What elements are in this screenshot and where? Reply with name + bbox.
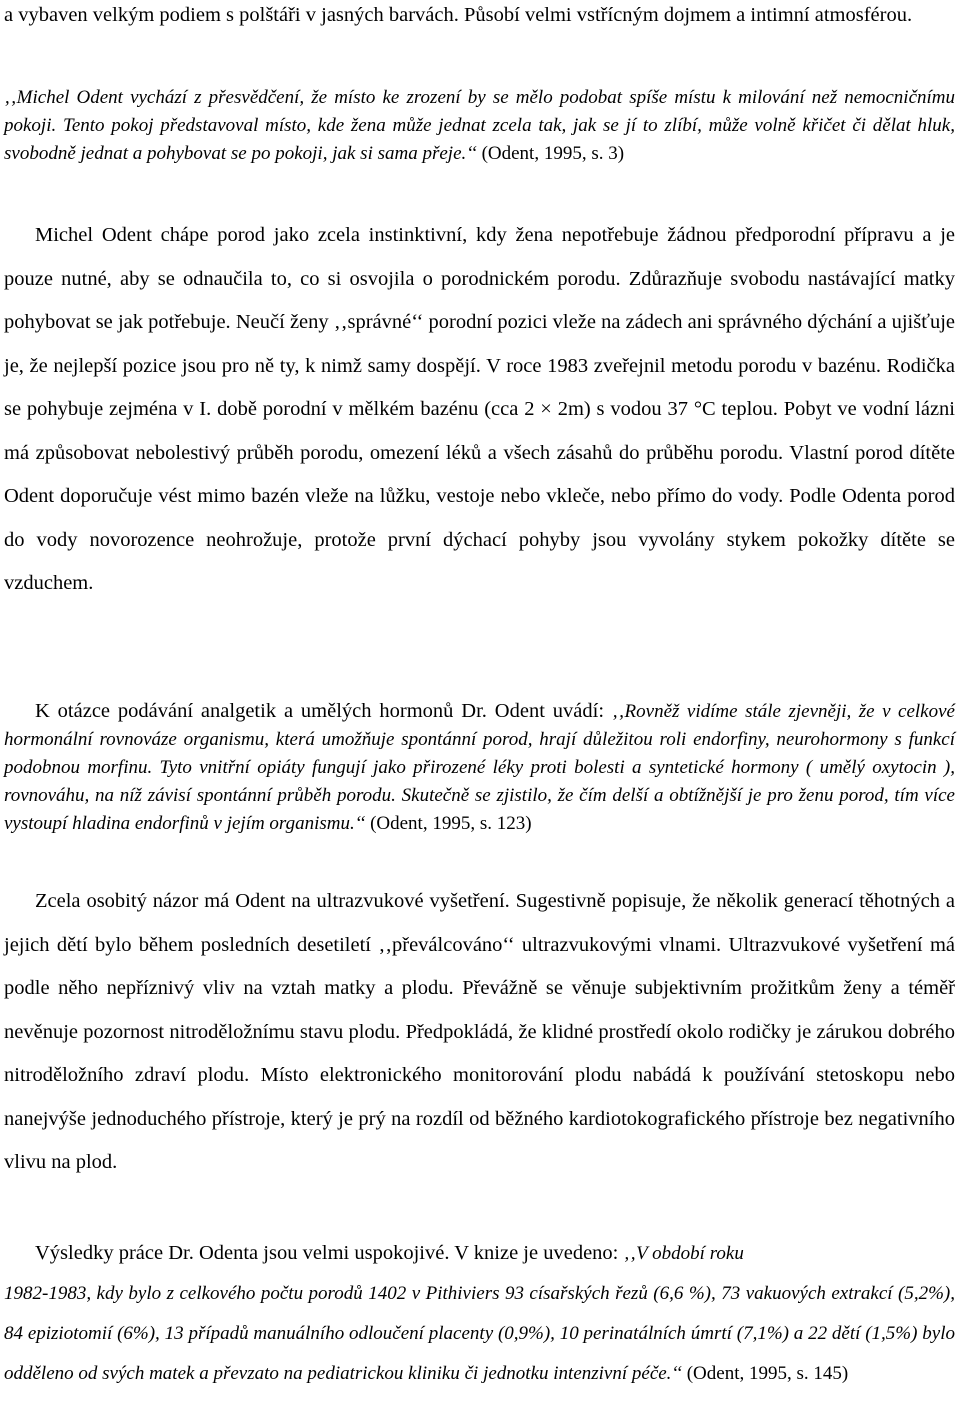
paragraph-odent-birth-philosophy xyxy=(4,214,955,606)
paragraph-intro-continuation xyxy=(4,0,955,38)
quote-start: ‚‚V období roku xyxy=(623,1243,744,1264)
quote-text: ‚‚Michel Odent vychází z přesvědčení, že místo ke zrození by se mělo podobat spíše místu k milování než nemocničnímu pokoji. Tento pokoj představoval místo, kde žena může jednat zcela tak, jak se jí to zlíbí, může volně křičet či dělat hluk, svobodně jednat a pohybovat se po pokoji, jak si sama přeje.‘‘ xyxy=(4,87,955,164)
quote-block-odent-room xyxy=(4,84,955,168)
paragraph-text: Zcela osobitý názor má Odent na ultrazvukové vyšetření. Sugestivně popisuje, že několik generací těhotných a jejich dětí bylo během posledních desetiletí ‚‚převálcováno‘‘ ultrazvukovými vlnami. Ultrazvukové vyšetření má podle něho nepříznivý vliv na vztah matky a plodu. Převážně se věnuje subjektivním prožitkům ženy a téměř nevěnuje pozornost nitroděložnímu stavu plodu. Předpokládá, že klidné prostředí okolo rodičky je zárukou dobrého nitroděložního zdraví plodu. Místo elektronického monitorování plodu nabádá k používání stetoskopu nebo nanejvýše jednoduchého přístroje, který je prý na rozdíl od běžného kardiotokografického přístroje bez negativního vlivu na plod. xyxy=(4,890,955,1173)
citation: (Odent, 1995, s. 123) xyxy=(365,813,532,834)
paragraph-lead: K otázce podávání analgetik a umělých hormonů Dr. Odent uvádí: xyxy=(35,700,612,722)
quote-text: 1982-1983, kdy bylo z celkového počtu porodů 1402 v Pithiviers 93 císařských řezů (6,6 %), 73 vakuových extrakcí (5,2%), 84 epiziotomií (6%), 13 případů manuálního odloučení placenty (0,9%), 10 perinatálních úmrtí (7,1%) a 22 dětí (1,5%) bylo odděleno od svých matek a převzato na pediatrickou kliniku či jednotku intenzivní péče.‘‘ xyxy=(4,1283,955,1384)
paragraph-results xyxy=(4,1233,955,1394)
paragraph-text: Michel Odent chápe porod jako zcela instinktivní, kdy žena nepotřebuje žádnou předporodní přípravu a je pouze nutné, aby se odnaučila to, co si osvojila o porodnickém porodu. Zdůrazňuje svobodu nastávající matky pohybovat se jak potřebuje. Neučí ženy ‚‚správné‘‘ porodní pozici vleže na zádech ani správného dýchání a ujišťuje je, že nejlepší pozice jsou pro ně ty, k nimž samy dospějí. V roce 1983 zveřejnil metodu porodu v bazénu. Rodička se pohybuje zejména v I. době porodní v mělkém bazénu (cca 2 × 2m) s vodou 37 °C teplou. Pobyt ve vodní lázni má způsobovat nebolestivý průběh porodu, omezení léků a všech zásahů do průběhu porodu. Vlastní porod dítěte Odent doporučuje vést mimo bazén vleže na lůžku, vestoje nebo vkleče, nebo přímo do vody. Podle Odenta porod do vody novorozence neohrožuje, protože první dýchací pohyby jsou vyvolány stykem pokožky dítěte se vzduchem. xyxy=(4,224,955,594)
paragraph-analgesics-quote xyxy=(4,697,955,838)
citation: (Odent, 1995, s. 3) xyxy=(476,143,625,164)
paragraph-lead: Výsledky práce Dr. Odenta jsou velmi uspokojivé. V knize je uvedeno: xyxy=(35,1242,624,1264)
quote-block-results xyxy=(4,1274,955,1394)
paragraph-results-lead xyxy=(4,1233,955,1274)
citation: (Odent, 1995, s. 145) xyxy=(681,1363,849,1384)
quote-text: ‚‚Rovněž vidíme stále zjevněji, že v celkové hormonální rovnováze organismu, která umožňuje spontánní porod, hrají důležitou roli endorfiny, neurohormony s funkcí podobnou morfinu. Tyto vnitřní opiáty fungují jako přirozené léky proti bolesti a syntetické hormony ( umělý oxytocin ), rovnováhu, na níž závisí spontánní průběh porodu. Skutečně se zjistilo, že čím delší a obtížnější je pro ženu porod, tím více vystoupí hladina endorfinů v jejím organismu.‘‘ xyxy=(4,701,955,834)
paragraph-ultrasound-opinion xyxy=(4,880,955,1185)
paragraph-text: a vybaven velkým podiem s polštáři v jasných barvách. Působí velmi vstřícným dojmem a intimní atmosférou. xyxy=(4,4,913,26)
